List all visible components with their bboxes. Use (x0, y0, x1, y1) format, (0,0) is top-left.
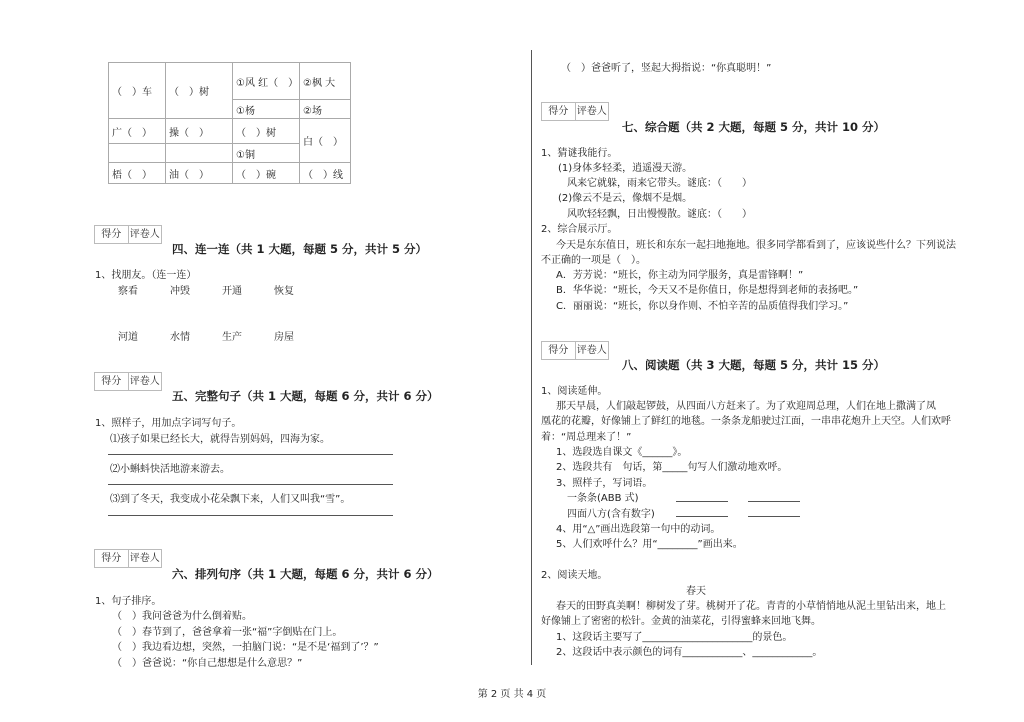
word-item[interactable]: 恢复 (274, 286, 294, 297)
option-c[interactable]: C．丽丽说：“班长，你以身作则、不怕辛苦的品质值得我们学习。” (556, 301, 849, 312)
order-item[interactable]: （ ）春节到了，爸爸拿着一张“福”字倒贴在门上。 (112, 627, 343, 638)
sub-question: 1、选段选自课文《______》。 (556, 447, 688, 458)
grader-label: 评卷人 (576, 345, 607, 356)
sentence-example: ⑵小蝌蚪快活地游来游去。 (110, 464, 230, 475)
passage-title: 春天 (686, 586, 706, 597)
grid-cell: ①铜 (233, 144, 300, 163)
score-box (94, 549, 162, 568)
score-box (94, 225, 162, 244)
score-label: 得分 (95, 226, 129, 243)
answer-line[interactable] (748, 516, 800, 517)
score-label: 得分 (542, 103, 576, 120)
grid-cell: ②场 (300, 100, 351, 119)
question: 2、综合展示厅。 (541, 224, 618, 235)
word-item[interactable]: 冲毁 (170, 286, 190, 297)
option-b[interactable]: B．华华说：“班长，今天又不是你值日，你是想得到老师的表扬吧。” (556, 285, 859, 296)
answer-line[interactable] (108, 515, 393, 516)
word-item[interactable]: 水情 (170, 332, 190, 343)
score-label: 得分 (95, 373, 129, 390)
question: 1、找朋友。（连一连） (95, 270, 197, 281)
grid-cell: 梧（ ） (109, 163, 166, 184)
riddle-line: (2)像云不是云，像烟不是烟。 (558, 193, 693, 204)
word-item[interactable]: 房屋 (274, 332, 294, 343)
grid-cell: 白（ ） (300, 119, 351, 163)
grid-cell: （ ）车 (109, 63, 166, 119)
section-7-title: 七、综合题（共 2 大题，每题 5 分，共计 10 分） (622, 120, 886, 134)
riddle-line: (1)身体多轻柔，逍遥漫天游。 (558, 163, 693, 174)
answer-line[interactable] (108, 454, 393, 455)
sentence-example: ⑴孩子如果已经长大，就得告别妈妈，四海为家。 (110, 434, 330, 445)
column-divider (531, 50, 532, 665)
question: 1、阅读延伸。 (541, 386, 608, 397)
word-item[interactable]: 河道 (118, 332, 138, 343)
order-item[interactable]: （ ）爸爸说：“你自己想想是什么意思？” (112, 658, 303, 669)
answer-line[interactable] (108, 484, 393, 485)
answer-line[interactable] (676, 501, 728, 502)
prompt-text: 今天是东东值日，班长和东东一起扫地拖地。很多同学都看到了，应该说些什么？下列说法 (556, 240, 956, 251)
passage-line: 着：“周总理来了！” (541, 432, 632, 443)
example-label: 四面八方(含有数字) (567, 509, 655, 520)
word-item[interactable]: 生产 (222, 332, 242, 343)
page-footer: 第 2 页 共 4 页 (477, 689, 547, 700)
sub-question: 3、照样子，写词语。 (556, 478, 653, 489)
sub-question: 2、这段话中表示颜色的词有____________、____________。 (556, 647, 823, 658)
word-item[interactable]: 开通 (222, 286, 242, 297)
sub-question: 5、人们欢呼什么？用“________”画出来。 (556, 539, 743, 550)
example-label: 一条条(ABB 式) (567, 493, 639, 504)
word-item[interactable]: 察看 (118, 286, 138, 297)
grid-cell: （ ）树 (166, 63, 233, 119)
passage-line: 春天的田野真美啊！柳树发了芽。桃树开了花。青青的小草悄悄地从泥土里钻出来，地上 (556, 601, 946, 612)
passage-line: 凰花的花瓣，好像铺上了鲜红的地毯。一条条龙船驶过江面，一串串花炮升上天空。人们欢呼 (541, 416, 951, 427)
section-6-title: 六、排列句序（共 1 大题，每题 6 分，共计 6 分） (172, 567, 439, 581)
grader-label: 评卷人 (129, 553, 160, 564)
score-label: 得分 (542, 342, 576, 359)
grid-cell: （ ）线 (300, 163, 351, 184)
score-box (94, 372, 162, 391)
question: 1、猜谜我能行。 (541, 148, 618, 159)
section-8-title: 八、阅读题（共 3 大题，每题 5 分，共计 15 分） (622, 358, 886, 372)
grader-label: 评卷人 (129, 376, 160, 387)
sentence-example: ⑶到了冬天，我变成小花朵飘下来，人们又叫我“雪”。 (110, 494, 351, 505)
score-box (541, 341, 609, 360)
grader-label: 评卷人 (576, 106, 607, 117)
score-label: 得分 (95, 550, 129, 567)
riddle-line: 风吹轻轻飘，日出慢慢散。谜底：（ ） (567, 209, 752, 220)
order-item[interactable]: （ ）我边看边想，突然，一拍脑门说：“是不是‘福到了’？” (112, 642, 379, 653)
grader-label: 评卷人 (129, 229, 160, 240)
order-item[interactable]: （ ）我问爸爸为什么倒着贴。 (112, 611, 252, 622)
prompt-text: 不正确的一项是（ ）。 (541, 255, 646, 266)
passage-line: 好像铺上了密密的松针。金黄的油菜花，引得蜜蜂来回地飞舞。 (541, 616, 821, 627)
sub-question: 2、选段共有 句话，第_____句写人们激动地欢呼。 (556, 462, 788, 473)
answer-line[interactable] (748, 501, 800, 502)
sub-question: 4、用“△”画出选段第一句中的动词。 (556, 524, 721, 535)
grid-cell: 操（ ） (166, 119, 233, 144)
grid-cell: ②枫 大 (300, 63, 351, 100)
section-5-title: 五、完整句子（共 1 大题，每题 6 分，共计 6 分） (172, 389, 439, 403)
question: 2、阅读天地。 (541, 570, 608, 581)
grid-cell: ①杨 (233, 100, 300, 119)
order-item[interactable]: （ ）爸爸听了，竖起大拇指说：“你真聪明！” (561, 63, 772, 74)
option-a[interactable]: A．芳芳说：“班长，你主动为同学服务，真是雷锋啊！” (556, 270, 804, 281)
score-box (541, 102, 609, 121)
question: 1、句子排序。 (95, 596, 162, 607)
question: 1、照样子，用加点字词写句子。 (95, 418, 242, 429)
grid-cell: ①风 红（ ） (233, 63, 300, 100)
sub-question: 1、这段话主要写了______________________的景色。 (556, 632, 793, 643)
passage-line: 那天早晨，人们敲起锣鼓，从四面八方赶来了。为了欢迎周总理，人们在地上撒满了凤 (556, 401, 936, 412)
grid-cell: 广（ ） (109, 119, 166, 144)
grid-cell: 油（ ） (166, 163, 233, 184)
grid-cell: （ ）树 (233, 119, 300, 144)
riddle-line: 风来它就躲，雨来它带头。谜底：（ ） (567, 178, 752, 189)
grid-cell: （ ）碗 (233, 163, 300, 184)
section-4-title: 四、连一连（共 1 大题，每题 5 分，共计 5 分） (172, 242, 428, 256)
answer-line[interactable] (676, 516, 728, 517)
character-grid (108, 62, 351, 184)
